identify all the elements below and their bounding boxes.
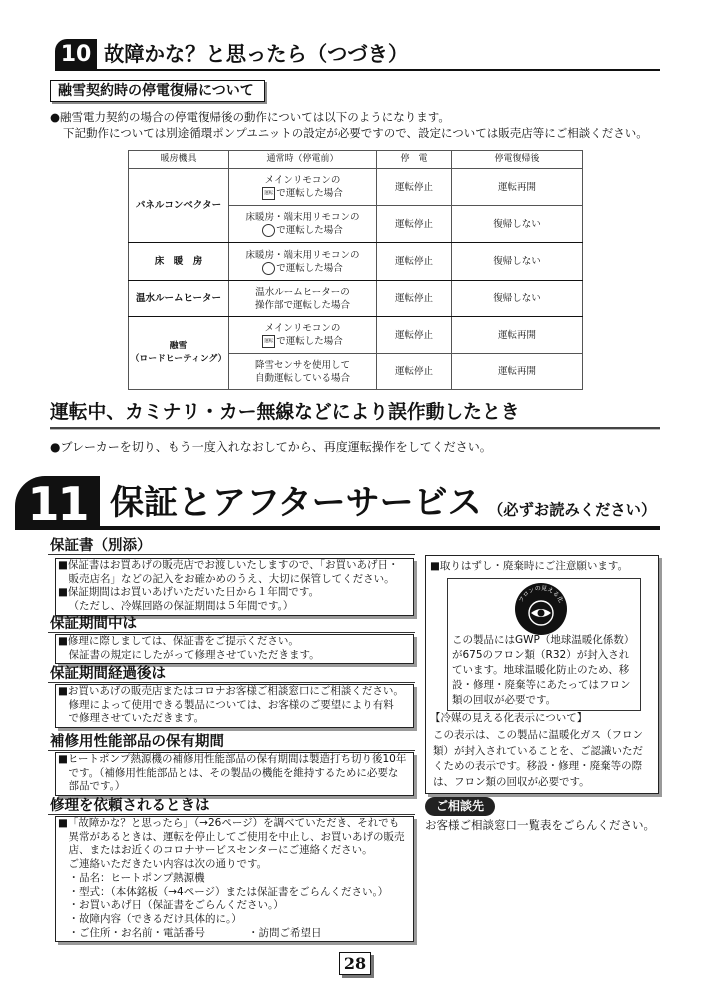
disposal-notice-box xyxy=(425,555,659,794)
text-line: この表示は、この製品に温暖化ガス（フロン xyxy=(433,729,643,741)
during-warranty-heading: 保証期間中は xyxy=(48,617,415,633)
section-title: 保証とアフターサービス xyxy=(110,483,482,523)
normal-line xyxy=(229,224,376,237)
consult-badge: ご相談先 xyxy=(425,797,495,816)
normal-line: 降雪センサを使用して xyxy=(254,359,350,371)
refrigerant-label-box xyxy=(447,578,641,711)
recovery-cell: 運転再開 xyxy=(452,169,583,206)
text-line: ■保証期間はお買いあげいただいた日から１年間です。 xyxy=(58,586,320,599)
after-warranty-heading: 保証期間経過後は xyxy=(48,667,415,683)
recovery-cell: 運転再開 xyxy=(452,317,583,354)
normal-line: 床暖房・端末用リモコンの xyxy=(245,212,360,223)
text-line: 類）が封入されていることを、ご認識いただ xyxy=(433,744,643,757)
repair-request-box xyxy=(55,816,414,942)
parts-retention-box xyxy=(55,752,414,796)
text-line: 部品です。） xyxy=(68,780,126,793)
normal-line: メインリモコンの xyxy=(264,323,341,334)
text-line: ています。地球温暖化防止のため、移 xyxy=(452,664,630,676)
warranty-card-box xyxy=(55,558,414,616)
run-button-icon: 運転 xyxy=(262,335,275,348)
text-line: 類の回収が必要です。 xyxy=(452,694,557,706)
device-cell: パネルコンベクター xyxy=(129,169,229,243)
malfunction-text: ●ブレーカーを切り、もう一度入れなおしてから、再度運転操作をしてください。 xyxy=(50,440,492,454)
normal-line: 床暖房・端末用リモコンの xyxy=(245,249,360,261)
outage-cell: 運転停止 xyxy=(377,317,452,354)
disposal-notice: ■取りはずし・廃棄時にご注意願います。 xyxy=(430,560,629,572)
text-line: ご連絡いただきたい内容は次の通りです。 xyxy=(68,858,268,871)
intro-text: ●融雪電力契約の場合の停電復帰後の動作については以下のようになります。 xyxy=(50,110,450,124)
page-number: 28 xyxy=(339,952,371,975)
device-cell: 床 暖 房 xyxy=(129,243,229,281)
section-title: 故障かな？と思ったら（つづき） xyxy=(104,42,409,66)
section-title-underline xyxy=(100,526,660,530)
normal-cell xyxy=(229,317,377,354)
normal-line-text: で運転した場合 xyxy=(276,262,343,274)
parts-retention-heading: 補修用性能部品の保有期間 xyxy=(48,735,415,751)
table-row xyxy=(129,317,583,354)
outage-cell: 運転停止 xyxy=(377,206,452,243)
outage-cell: 運転停止 xyxy=(377,354,452,390)
text-line: ■「故障かな？と思ったら」（→26ページ）を調べていただき、それでも xyxy=(58,817,400,829)
warranty-card-heading: 保証書（別添） xyxy=(48,539,415,555)
visit-date-info: ・訪問ご希望日 xyxy=(248,926,322,939)
normal-line xyxy=(229,335,376,348)
table-row xyxy=(129,243,583,281)
text-line: 保証書の規定にしたがって修理させていただきます。 xyxy=(68,648,320,661)
device-cell: 温水ルームヒーター xyxy=(129,281,229,317)
normal-line xyxy=(229,262,376,275)
header-outage: 停 電 xyxy=(377,151,452,169)
label-text xyxy=(452,633,634,708)
power-recovery-table xyxy=(128,150,583,390)
explain-heading: 【冷媒の見える化表示について】 xyxy=(430,712,588,724)
logo-text: フロンの見える化 xyxy=(517,584,565,604)
normal-cell xyxy=(229,169,377,206)
device-line: 融雪 xyxy=(169,341,188,351)
explain-text xyxy=(433,728,643,790)
table-row xyxy=(129,281,583,317)
recovery-cell: 復帰しない xyxy=(452,206,583,243)
text-line: くための表示です。移設・修理・廃棄等の際 xyxy=(433,760,643,772)
repair-request-heading: 修理を依頼されるときは xyxy=(48,799,415,815)
contact-info: ・ご住所・お名前・電話番号 xyxy=(68,926,205,939)
recovery-cell: 復帰しない xyxy=(452,281,583,317)
text-line: ■保証書はお買あげの販売店でお渡しいたしますので、「お買いあげ日・ xyxy=(58,559,399,571)
outage-cell: 運転停止 xyxy=(377,281,452,317)
text-line: （ただし、冷媒回路の保証期間は５年間です。） xyxy=(68,600,294,613)
recovery-cell: 復帰しない xyxy=(452,243,583,281)
recovery-cell: 運転再開 xyxy=(452,354,583,390)
normal-cell xyxy=(229,243,377,281)
device-cell xyxy=(129,317,229,390)
header-normal: 通常時（停電前） xyxy=(229,151,377,169)
header-recovery: 停電復帰後 xyxy=(452,151,583,169)
during-warranty-box xyxy=(55,634,414,664)
text-line: ■お買いあげの販売店またはコロナお客様ご相談窓口にご相談ください。 xyxy=(58,685,404,697)
text-line: が675のフロン類（R32）が封入され xyxy=(452,649,630,661)
malfunction-underline-shadow xyxy=(50,429,660,430)
outage-cell: 運転停止 xyxy=(377,243,452,281)
normal-line-text: で運転した場合 xyxy=(276,225,343,236)
section-number-badge: 11 xyxy=(15,476,100,530)
normal-cell xyxy=(229,354,377,390)
text-line: ・故障内容（できるだけ具体的に。） xyxy=(68,912,242,925)
text-line: 異常があるときは、運転を停止してご使用を中止し、お買いあげの販売 xyxy=(68,830,405,843)
normal-cell xyxy=(229,206,377,243)
normal-line xyxy=(229,187,376,200)
normal-line: 温水ルームヒーターの xyxy=(255,286,350,298)
text-line xyxy=(58,927,413,941)
text-line: ・型式：（本体銘板（→4ページ）または保証書をごらんください。） xyxy=(68,885,389,898)
table-header-row xyxy=(129,151,583,169)
normal-line-text: で運転した場合 xyxy=(276,188,343,199)
normal-line: メインリモコンの xyxy=(264,175,341,186)
text-line: で修理させていただきます。 xyxy=(68,712,205,725)
text-line: 設・修理・廃棄等にあたってはフロン xyxy=(452,679,631,691)
normal-line-text: で運転した場合 xyxy=(276,336,343,347)
table-row xyxy=(129,169,583,206)
after-warranty-box xyxy=(55,684,414,728)
malfunction-heading: 運転中、カミナリ・カー無線などにより誤作動したとき xyxy=(50,402,520,423)
subheading-box: 融雪契約時の停電復帰について xyxy=(50,80,265,102)
text-line: この製品にはGWP（地球温暖化係数） xyxy=(452,634,635,646)
text-line: は、フロン類の回収が必要です。 xyxy=(433,775,590,788)
normal-line: 自動運転している場合 xyxy=(254,372,350,384)
text-line: ・お買いあげ日（保証書をごらんください。） xyxy=(68,899,284,912)
text-line: 修理によって使用できる製品については、お客様のご要望により有料 xyxy=(68,698,394,711)
text-line: ■ヒートポンプ熱源機の補修用性能部品の保有期間は製造打ち切り後10年 xyxy=(58,753,407,765)
consult-text: お客様ご相談窓口一覧表をごらんください。 xyxy=(425,818,655,832)
section-title-underline xyxy=(55,69,660,71)
text-line: です。（補修用性能部品とは、その製品の機能を維持するために必要な xyxy=(68,766,399,779)
normal-line: 操作部で運転した場合 xyxy=(254,299,350,311)
freon-visualization-logo-icon xyxy=(514,582,568,636)
text-line: ■修理に際しましては、保証書をご提示ください。 xyxy=(58,635,299,647)
circle-button-icon xyxy=(262,262,275,275)
circle-button-icon xyxy=(262,224,275,237)
normal-cell xyxy=(229,281,377,317)
text-line: 店、またはお近くのコロナサービスセンターにご連絡ください。 xyxy=(68,844,373,857)
section-subtitle: （必ずお読みください） xyxy=(488,501,657,519)
text-line: ・品名：ヒートポンプ熱源機 xyxy=(68,871,205,884)
run-button-icon: 運転 xyxy=(262,187,275,200)
device-line: （ロードヒーティング） xyxy=(130,354,227,364)
outage-cell: 運転停止 xyxy=(377,169,452,206)
header-device: 暖房機具 xyxy=(129,151,229,169)
intro-text: 下記動作については別途循環ポンプユニットの設定が必要ですので、設定については販売店等にご相談ください。 xyxy=(63,126,648,140)
section-number-badge: 10 xyxy=(55,39,97,70)
text-line: 販売店名」などの記入をお確かめのうえ、大切に保管してください。 xyxy=(68,572,395,585)
